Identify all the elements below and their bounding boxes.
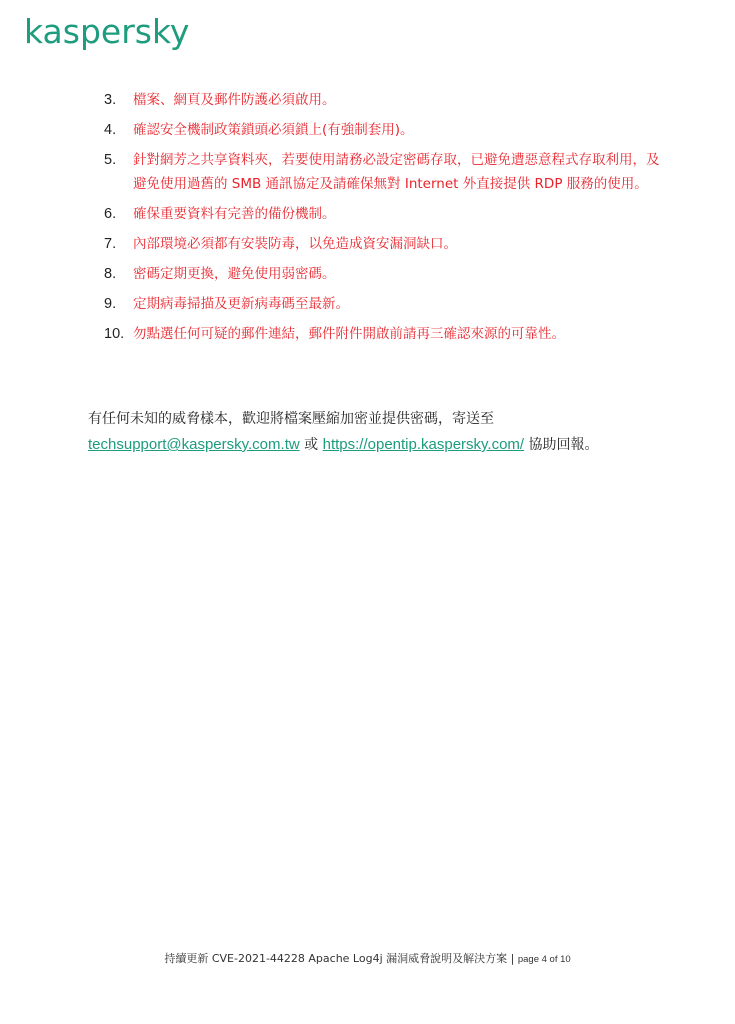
list-item-number: 5. bbox=[104, 152, 117, 168]
list-item bbox=[104, 202, 664, 226]
contact-paragraph bbox=[88, 406, 668, 458]
list-item-text: 密碼定期更換，避免使用弱密碼。 bbox=[133, 266, 336, 282]
list-item-number: 9. bbox=[104, 296, 117, 312]
list-item-number: 6. bbox=[104, 206, 117, 222]
footer-title: 持續更新 CVE-2021-44228 Apache Log4j 漏洞威脅說明及解決方案 | bbox=[164, 952, 518, 965]
list-item-text: 檔案、網頁及郵件防護必須啟用。 bbox=[133, 92, 336, 108]
list-item-number: 7. bbox=[104, 236, 117, 252]
footer-page-number: page 4 of 10 bbox=[517, 954, 571, 965]
list-item bbox=[104, 118, 664, 142]
list-item-text: 確認安全機制政策鎖頭必須鎖上(有強制套用)。 bbox=[133, 122, 414, 138]
support-email-link[interactable]: techsupport@kaspersky.com.tw bbox=[88, 436, 300, 453]
list-item-text: 針對網芳之共享資料夾，若要使用請務必設定密碼存取，已避免遭惡意程式存取利用，及避免使用過舊的 SMB 通訊協定及請確保無對 Internet 外直接提供 RDP 服務的使用。 bbox=[133, 152, 660, 192]
list-item bbox=[104, 292, 664, 316]
contact-intro: 有任何未知的威脅樣本，歡迎將檔案壓縮加密並提供密碼，寄送至 bbox=[88, 411, 494, 427]
list-item-text: 確保重要資料有完善的備份機制。 bbox=[133, 206, 336, 222]
list-item-number: 3. bbox=[104, 92, 117, 108]
list-item-text: 內部環境必須都有安裝防毒，以免造成資安漏洞缺口。 bbox=[133, 236, 457, 252]
recommendation-list bbox=[104, 88, 664, 352]
list-item bbox=[104, 88, 664, 112]
list-item-number: 10. bbox=[104, 326, 125, 342]
kaspersky-logo: kaspersky bbox=[24, 12, 190, 51]
contact-conjunction: 或 bbox=[299, 437, 323, 453]
contact-outro: 協助回報。 bbox=[524, 437, 599, 453]
opentip-url-link[interactable]: https://opentip.kaspersky.com/ bbox=[322, 436, 525, 453]
list-item-text: 勿點選任何可疑的郵件連結，郵件附件開啟前請再三確認來源的可靠性。 bbox=[133, 326, 565, 342]
list-item bbox=[104, 232, 664, 256]
list-item bbox=[104, 322, 664, 346]
list-item-number: 8. bbox=[104, 266, 117, 282]
list-item-number: 4. bbox=[104, 122, 117, 138]
list-item bbox=[104, 262, 664, 286]
list-item bbox=[104, 148, 664, 196]
list-item-text: 定期病毒掃描及更新病毒碼至最新。 bbox=[133, 296, 349, 312]
page-footer bbox=[0, 950, 735, 966]
